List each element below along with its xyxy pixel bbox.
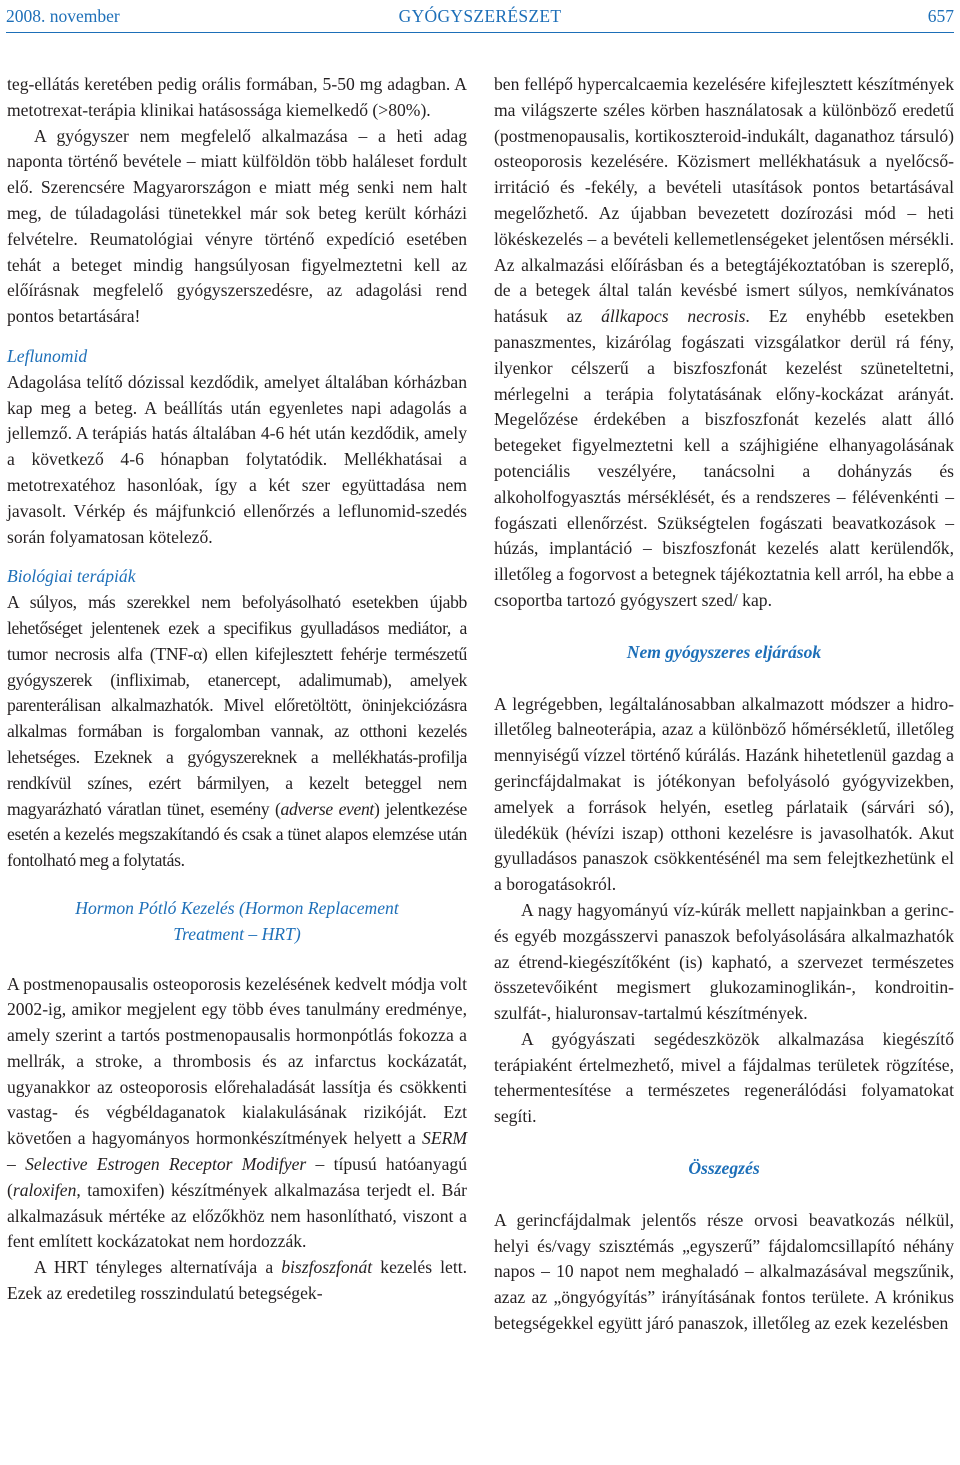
paragraph: A HRT tényleges alternatívája a biszfoszfonát kezelés lett. Ezek az eredetileg rosszindulatú betegségek- xyxy=(7,1257,468,1304)
paragraph: Adagolása telítő dózissal kezdődik, amelyet általában kórházban kap meg a beteg. A beállítás után egyenletes napi adagolás a jellemző. A terápiás hatás általában 4-6 hét után kezdődik, amely a következő 4-6 hónapban folytatódik. Mellékhatásai a metotrexatéhoz hasonlóak, így a két szer együttadása nem javasolt. Vérkép és májfunkció ellenőrzés a leflunomid-szedés során folyamatosan kötelező. xyxy=(7,371,467,547)
paragraph: A gyógyszer nem megfelelő alkalmazása – a heti adag naponta történő bevétele – miatt külföldön több haláleset fordult elő. Szerencsére Magyarországon e miatt még senki nem halt meg, de túladagolási tünetekkel már sok beteg került kórházi felvételre. Reumatológiai vényre történő expedíció esetében tehát a beteget mindig hangsúlyosan figyelmeztetni kell az előírásnak megfelelő gyógyszerszedésre, az adagolási rend pontos betartására! xyxy=(7,125,467,327)
right-column xyxy=(494,72,954,1337)
section-heading-non-drug: Nem gyógyszeres eljárások xyxy=(626,641,822,662)
page-header xyxy=(6,2,954,32)
paragraph: A nagy hagyományú víz-kúrák mellett napjainkban a gerinc- és egyéb mozgásszervi panaszok befolyásolására alkalmazhatók az étrend-kiegészítőként (is) kapható, a szervezet természetes összetevőiként megismert glukozaminoglikán-, kondroitin-szulfát-, hialuronsav-tartalmú készítmények. xyxy=(494,899,954,1024)
issue-date: 2008. november xyxy=(6,6,120,26)
paragraph: A gerincfájdalmak jelentős része orvosi beavatkozás nélkül, helyi és/vagy szisztémás „egyszerű” fájdalomcsillapító néhány napos – 10 napot nem meghaladó – alkalmazásával megszűnik, azaz az „öngyógyítás” irányításának fontos területe. A krónikus betegségekkel együtt járó panaszok, illetőleg az ezek kezelésben xyxy=(494,1209,954,1334)
paragraph: ben fellépő hypercalcaemia kezelésére kifejlesztett készítmények ma világszerte széles körben használatosak a különböző eredetű (postmenopausalis, kortikoszteroid-indukált, daganathoz társuló) osteoporosis kezelésére. Közismert mellékhatásuk a nyelőcső-irritáció és -fekély, a bevételi utasítások pontos betartásával megelőzhető. Az újabban bevezetett dozírozási mód – heti lökéskezelés – a bevételi kellemetlenségeket jelentősen mérsékli. Az alkalmazási előírásban és a betegtájékoztatóban is szereplő, de a betegek által talán kevésbé ismert súlyos, nemkívánatos hatásuk az állkapocs necrosis. Ez enyhébb esetekben panaszmentes, kizárólag fogászati vizsgálatkor derül rá fény, ilyenkor célszerű a biszfoszfonát kezelést szüneteltetni, mérlegelni a terápia folytatásának előny-kockázat arányát. Megelőzése érdekében a biszfoszfonát kezelés alatt álló betegeket figyelmeztetni kell a szájhigiéne elhanyagolásának potenciális veszélyére, tanácsolni a dohányzás és alkoholfogyasztás mérséklését, és a rendszeres – félévenkénti – fogászati ellenőrzést. Szükségtelen fogászati beavatkozások – húzás, implantáció – biszfoszfonát kezelés alatt kerülendők, illetőleg a fogorvost a betegnek tájékoztatnia kell arról, ha ebbe a csoportba tartozó gyógyszert szed/ kap. xyxy=(494,74,954,610)
header-rule xyxy=(6,32,954,33)
page-number: 657 xyxy=(927,6,954,26)
paragraph: A súlyos, más szerekkel nem befolyásolható esetekben újabb lehetőséget jelentenek ezek a specifikus gyulladásos mediátor, a tumor necrosis alfa (TNF-α) ellen kifejlesztett fehérje természetű gyógyszerek (infliximab, etanercept, adalimumab), amelyek parenterálisan alkalmazhatók. Mivel előretöltött, öninjekciózásra alkalmas formában is forgalomban vannak, az otthoni kezelés lehetséges. Ezeknek a gyógyszereknek a mellékhatás-profilja rendkívül színes, ezért bármilyen, a kezelt beteggel nem magyarázható váratlan tünet, esemény (adverse event) jelentkezése esetén a kezelés megszakítandó és csak a tünet alapos elemzése után fontolható meg a folytatás. xyxy=(7,592,467,871)
journal-title: GYÓGYSZERÉSZET xyxy=(398,6,562,26)
paragraph: A gyógyászati segédeszközök alkalmazása kiegészítő terápiaként értelmezhető, mivel a fájdalmas területek rögzítése, tehermentesítése a természetes regenerálódási folyamatokat segíti. xyxy=(494,1028,954,1127)
subheading-leflunomid: Leflunomid xyxy=(7,345,88,366)
subheading-biological: Biológiai terápiák xyxy=(7,566,136,587)
left-column xyxy=(7,72,467,1307)
paragraph: teg-ellátás keretében pedig orális formában, 5-50 mg adagban. A metotrexat-terápia klinikai hatásossága kiemelkedő (>80%). xyxy=(7,74,467,120)
section-heading-hrt: Hormon Pótló Kezelés (Hormon Replacement Treatment – HRT) xyxy=(75,897,399,944)
paragraph: A legrégebben, legáltalánosabban alkalmazott módszer a hidro- illetőleg balneoterápia, azaz a különböző hőmérsékletű, illetőleg mennyiségű vízzel történő kúrálás. Hazánk hihetetlenül gazdag a gerincfájdalmakat is jótékonyan befolyásoló gyógyvizekben, amelyek a források helyén, esetleg párlataik (sárvári só), üledékük (hévízi iszap) otthoni kezelésre is javasolhatók. Akut gyulladásos panaszok csökkentésénél ma sem felejtkezhetünk el a borogatásokról. xyxy=(494,693,954,895)
section-heading-summary: Összegzés xyxy=(688,1158,760,1179)
paragraph: A postmenopausalis osteoporosis kezelésének kedvelt módja volt 2002-ig, amikor megjelent egy több éves tanulmány eredménye, amely szerint a tartós postmenopausalis hormonpótlás fokozza a mellrák, a stroke, a thrombosis és az infarctus kockázatát, ugyanakkor az osteoporosis előrehaladását lassítja és csökkenti vastag- és végbéldaganatok kialakulásának rizikóját. Ezt követően a hagyományos hormonkészítmények helyett a SERM – Selective Estrogen Receptor Modifyer – típusú hatóanyagú (raloxifen, tamoxifen) készítmények alkalmazása terjedt el. Bár alkalmazásuk mértéke az előzőkhöz nem hasonlítható, viszont a fent említett kockázatokat nem hordozzák. xyxy=(7,973,467,1252)
